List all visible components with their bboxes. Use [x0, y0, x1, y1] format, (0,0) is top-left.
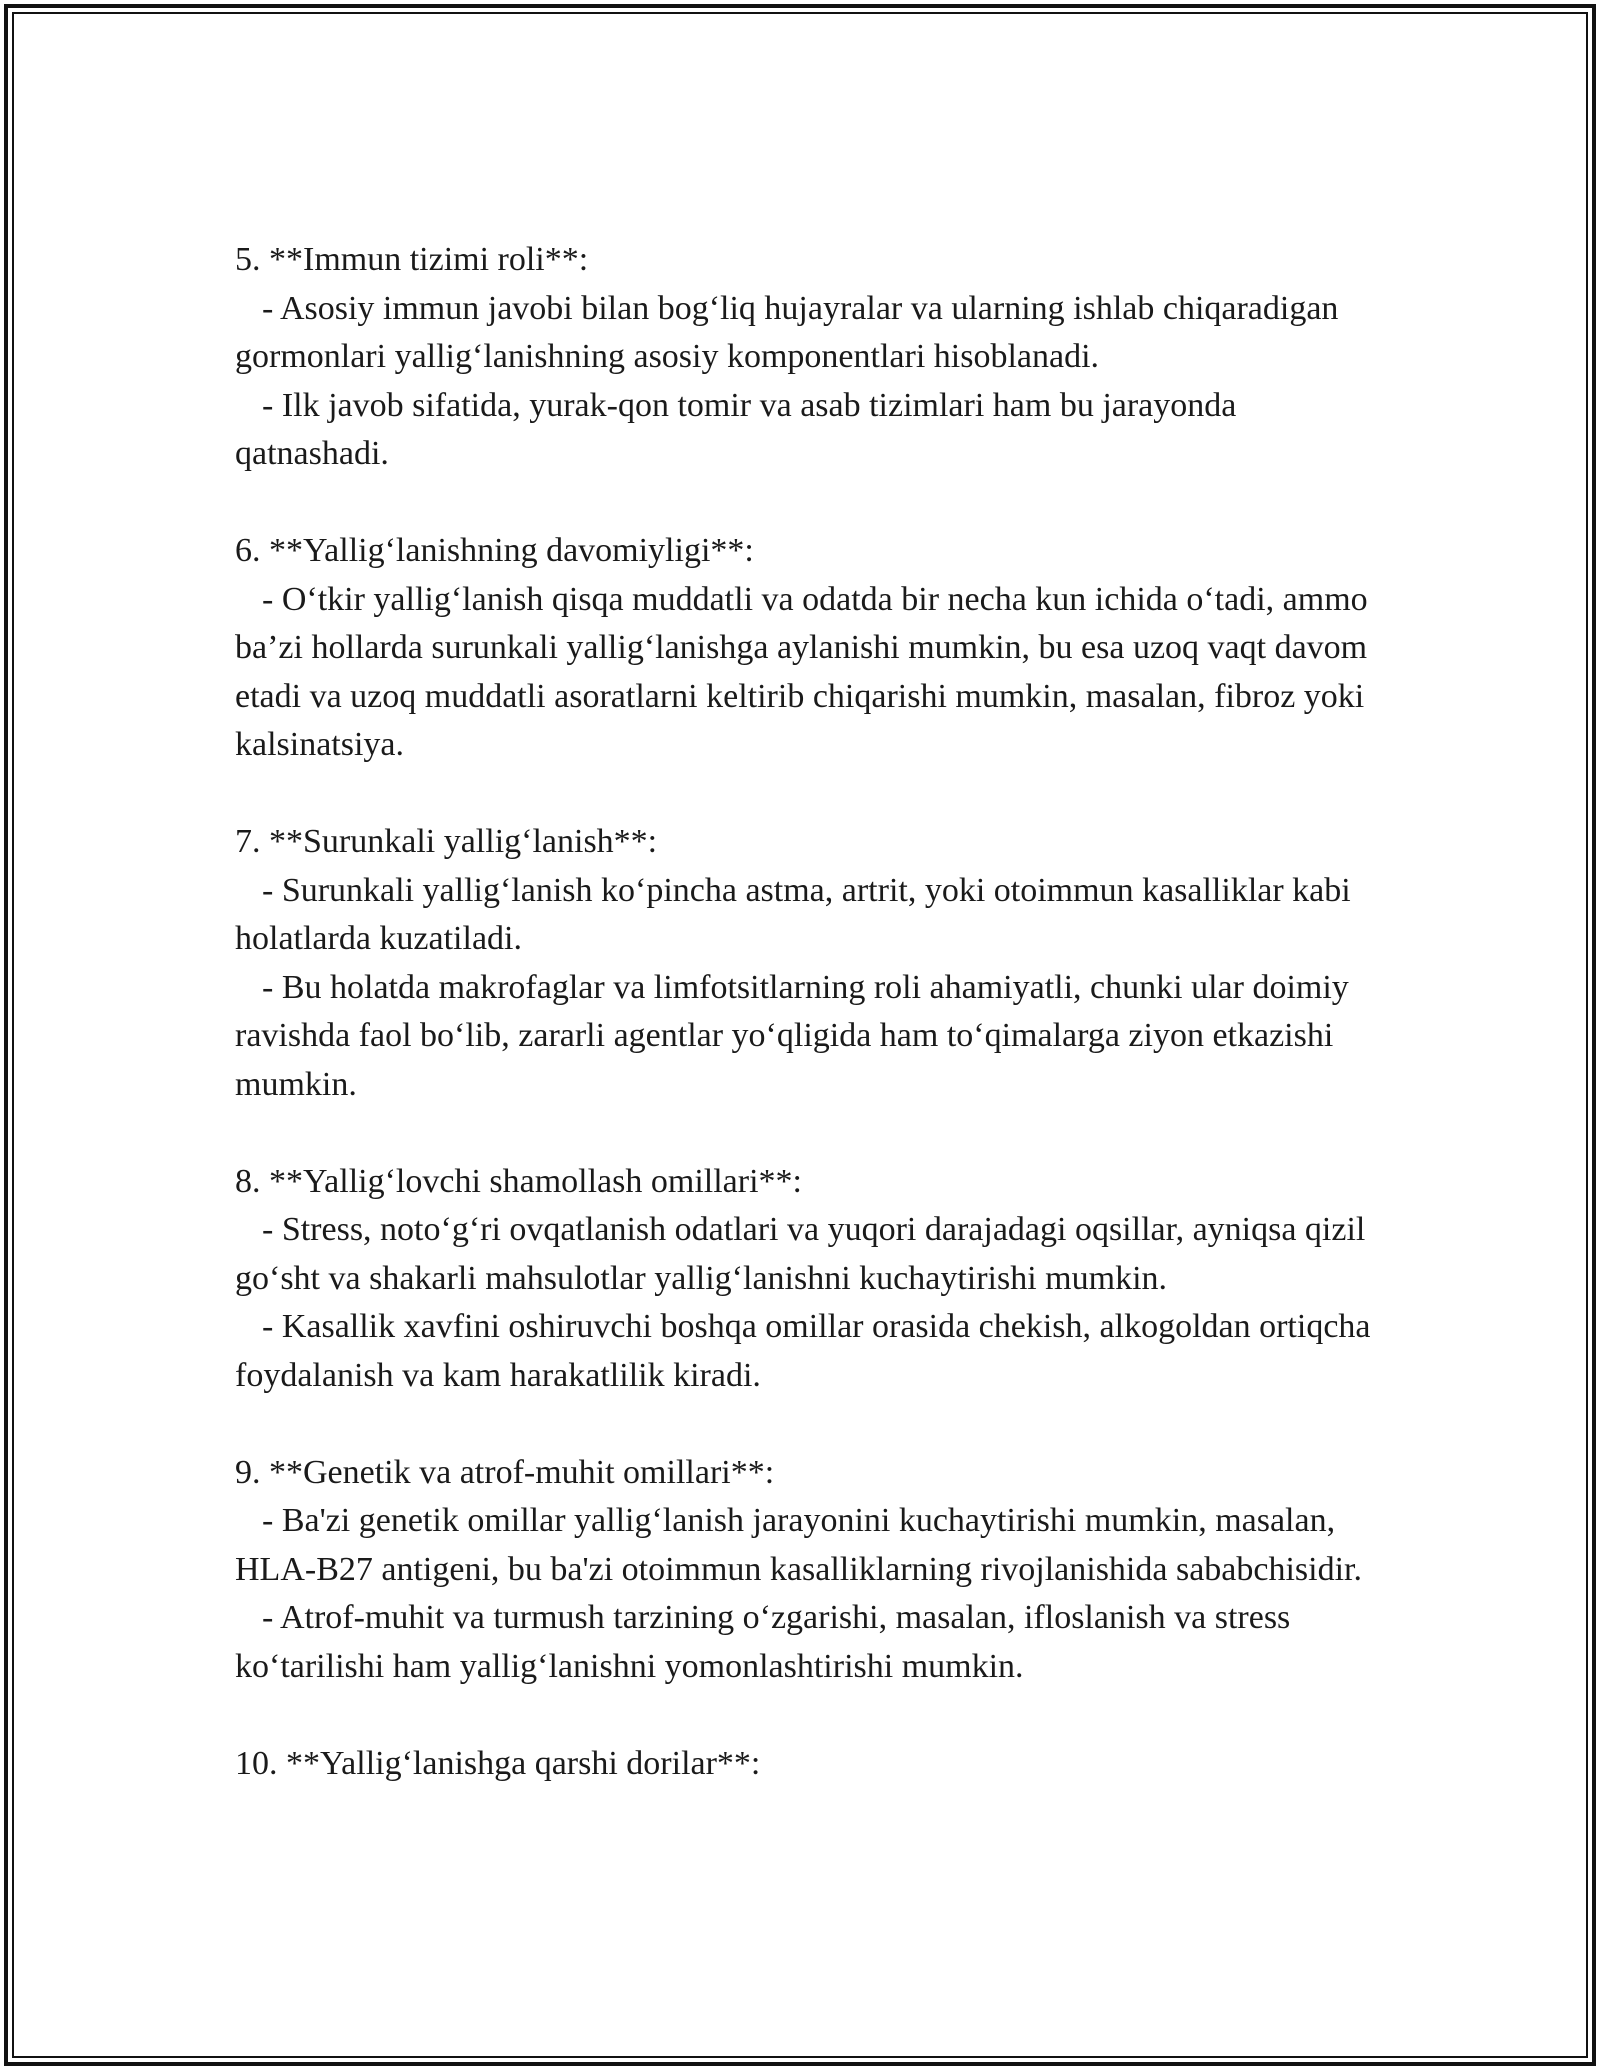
bullet-item: - Bu holatda makrofaglar va limfotsitlarning roli ahamiyatli, chunki ular doimiy ravishda faol bo‘lib, zararli agentlar yo‘qligida ham to‘qimalarga ziyon etkazishi mumkin.: [235, 968, 1349, 1103]
bullet-item: - Stress, noto‘g‘ri ovqatlanish odatlari va yuqori darajadagi oqsillar, ayniqsa qizil go‘sht va shakarli mahsulotlar yallig‘lanishni kuchaytirishi mumkin.: [235, 1211, 1366, 1297]
section-anti-inflammatory-drugs: [235, 1740, 1395, 1789]
bullet-item: - Asosiy immun javobi bilan bog‘liq hujayralar va ularning ishlab chiqaradigan gormonlari yallig‘lanishning asosiy komponentlari hisoblanadi.: [235, 289, 1339, 375]
section-heading: 10. **Yallig‘lanishga qarshi dorilar**:: [235, 1744, 761, 1782]
section-inflammation-duration: [235, 527, 1395, 770]
section-heading: 7. **Surunkali yallig‘lanish**:: [235, 823, 658, 860]
bullet-item: - Atrof-muhit va turmush tarzining o‘zgarishi, masalan, ifloslanish va stress ko‘tarilishi ham yallig‘lanishni yomonlashtirishi mumkin.: [235, 1599, 1291, 1685]
bullet-item: - Surunkali yallig‘lanish ko‘pincha astma, artrit, yoki otoimmun kasalliklar kabi holatlarda kuzatiladi.: [235, 871, 1351, 957]
section-immune-system-role: [235, 236, 1395, 479]
section-genetic-environmental-factors: [235, 1449, 1395, 1692]
bullet-item: - O‘tkir yallig‘lanish qisqa muddatli va odatda bir necha kun ichida o‘tadi, ammo ba’zi hollarda surunkali yallig‘lanishga aylanishi mumkin, bu esa uzoq vaqt davom etadi va uzoq muddatli asoratlarni keltirib chiqarishi mumkin, masalan, fibroz yoki kalsinatsiya.: [235, 580, 1368, 763]
document-body: [235, 236, 1395, 1837]
bullet-item: - Ilk javob sifatida, yurak-qon tomir va asab tizimlari ham bu jarayonda qatnashadi.: [235, 386, 1237, 472]
bullet-item: - Kasallik xavfini oshiruvchi boshqa omillar orasida chekish, alkogoldan ortiqcha foydalanish va kam harakatlilik kiradi.: [235, 1308, 1371, 1394]
section-heading: 9. **Genetik va atrof-muhit omillari**:: [235, 1453, 775, 1491]
bullet-item: - Ba'zi genetik omillar yallig‘lanish jarayonini kuchaytirishi mumkin, masalan, HLA-B27 antigeni, bu ba'zi otoimmun kasalliklarning rivojlanishida sababchisidir.: [235, 1502, 1362, 1588]
section-heading: 6. **Yallig‘lanishning davomiyligi**:: [235, 532, 754, 569]
section-heading: 8. **Yallig‘lovchi shamollash omillari**:: [235, 1162, 802, 1200]
section-inflammatory-factors: [235, 1158, 1395, 1401]
section-chronic-inflammation: [235, 818, 1395, 1109]
section-heading: 5. **Immun tizimi roli**:: [235, 241, 589, 278]
